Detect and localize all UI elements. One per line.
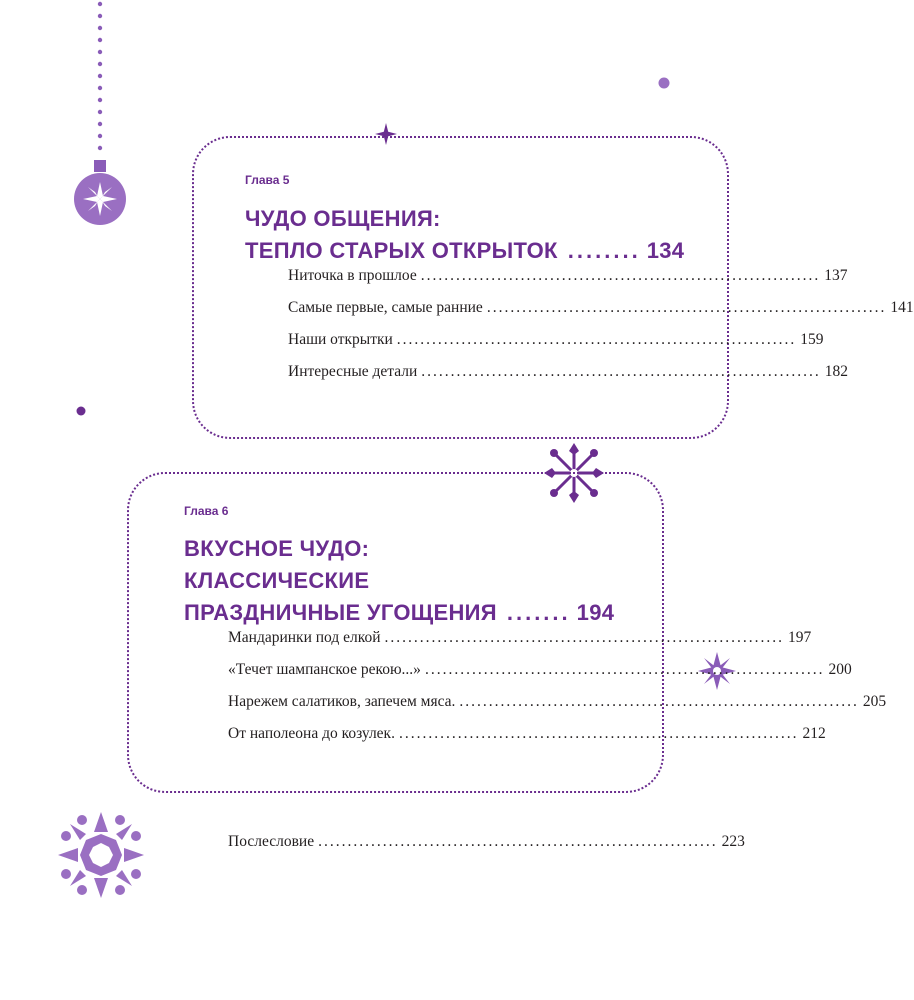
toc-entry-title: Наши открытки [288, 331, 393, 348]
chapter-title[interactable] [245, 203, 684, 267]
afterword-entry[interactable] [228, 833, 745, 865]
chapter-title-line: ЧУДО ОБЩЕНИЯ: [245, 206, 441, 231]
toc-entry[interactable] [288, 331, 824, 363]
chapter-page-number: 194 [576, 600, 615, 625]
toc-entry-title: Самые первые, самые ранние [288, 299, 483, 316]
toc-entry-page: 205 [862, 693, 887, 710]
dot-decoration [656, 75, 672, 91]
title-leader-dots: ....... [506, 600, 571, 625]
toc-entry-page: 197 [788, 629, 812, 646]
afterword-entry-container [228, 833, 745, 865]
chapter-title-line: ПРАЗДНИЧНЫЕ УГОЩЕНИЯ [184, 600, 497, 625]
toc-leader-dots: .................................................................... [318, 833, 718, 850]
dot-decoration [74, 404, 88, 418]
toc-leader-dots: .................................................................... [459, 693, 859, 710]
title-leader-dots: ........ [567, 238, 641, 263]
toc-leader-dots: .................................................................... [398, 725, 799, 742]
toc-entry-title: Мандаринки под елкой [228, 629, 381, 646]
toc-entry-page: 212 [802, 725, 826, 742]
toc-entry[interactable] [288, 299, 914, 331]
toc-leader-dots: .................................................................... [486, 299, 887, 316]
toc-entry[interactable] [288, 363, 849, 395]
chapter-title-line: КЛАССИЧЕСКИЕ [184, 568, 370, 593]
toc-leader-dots: .................................................................... [421, 363, 821, 380]
toc-entry[interactable] [228, 693, 887, 725]
toc-leader-dots: .................................................................... [396, 331, 797, 348]
toc-leader-dots: .................................................................... [420, 267, 821, 284]
toc-entry[interactable] [228, 725, 826, 757]
toc-entry-title: Ниточка в прошлое [288, 267, 417, 284]
chapter-title[interactable] [184, 533, 614, 629]
toc-entry-page: 200 [828, 661, 852, 678]
toc-entry-page: 223 [721, 833, 745, 850]
toc-entry[interactable] [228, 661, 852, 693]
toc-entry-title: От наполеона до козулек. [228, 725, 395, 742]
toc-entry-title: Послесловие [228, 833, 315, 850]
toc-entry-page: 182 [824, 363, 849, 380]
toc-entry-page: 159 [800, 331, 824, 348]
chapter-5-entries [288, 267, 914, 395]
ornament-decoration [70, 0, 130, 230]
toc-entry[interactable] [228, 629, 812, 661]
toc-entry-title: «Течет шампанское рекою...» [228, 661, 421, 678]
chapter-label: Глава 6 [184, 504, 229, 518]
toc-entry-page: 137 [824, 267, 848, 284]
chapter-label: Глава 5 [245, 173, 290, 187]
toc-leader-dots: .................................................................... [424, 661, 825, 678]
chapter-title-line: ВКУСНОЕ ЧУДО: [184, 536, 370, 561]
chapter-6-entries [228, 629, 887, 757]
sun-burst-icon [58, 812, 144, 898]
chapter-page-number: 134 [646, 238, 685, 263]
toc-leader-dots: .................................................................... [384, 629, 785, 646]
toc-entry-page: 141 [890, 299, 914, 316]
chapter-title-line: ТЕПЛО СТАРЫХ ОТКРЫТОК [245, 238, 558, 263]
toc-entry[interactable] [288, 267, 848, 299]
toc-entry-title: Нарежем салатиков, запечем мяса. [228, 693, 456, 710]
toc-entry-title: Интересные детали [288, 363, 418, 380]
